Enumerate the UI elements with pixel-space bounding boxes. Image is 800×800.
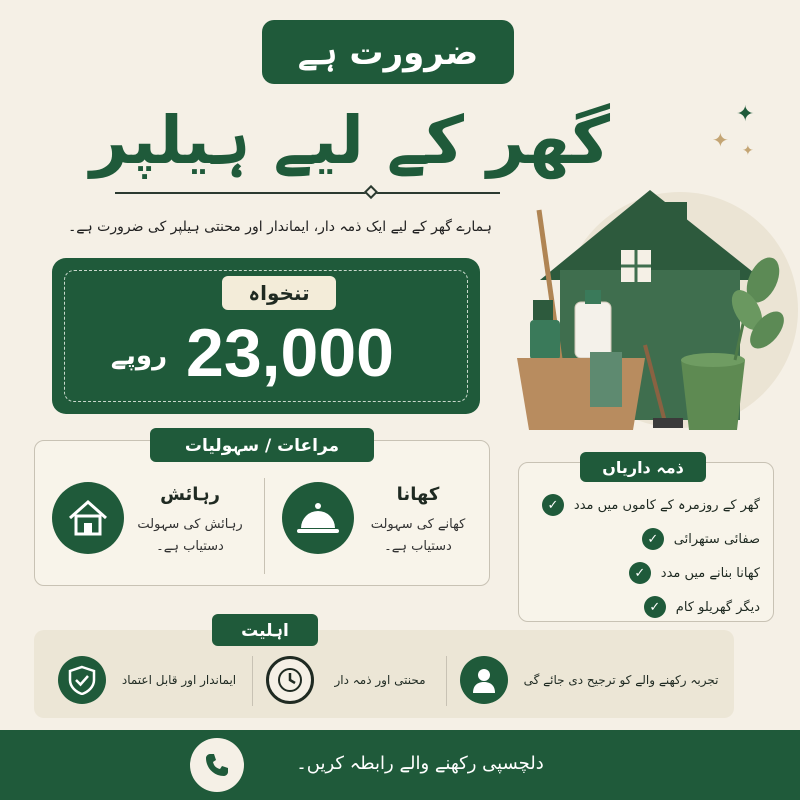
duty-text: دیگر گھریلو کام [675, 599, 760, 615]
check-icon: ✓ [644, 596, 666, 618]
sparkle-icon: ✦ [736, 102, 755, 127]
salary-label: تنخواہ [222, 276, 336, 310]
house-icon [52, 482, 124, 554]
facility-text-food-line2: دستیاب ہے۔ [384, 539, 452, 554]
divider-line [115, 192, 500, 194]
salary-unit: روپے [110, 341, 168, 371]
facility-text-residence-line2: دستیاب ہے۔ [156, 539, 224, 554]
header-tag: ضرورت ہے [262, 20, 514, 84]
list-item [530, 488, 760, 522]
duties-title: ذمہ داریاں [580, 452, 706, 482]
phone-icon[interactable] [190, 738, 244, 792]
eligibility-divider [252, 656, 253, 706]
facility-text-residence-line1: رہائش کی سہولت [137, 517, 243, 532]
facility-title-food: کھانا [396, 484, 440, 505]
food-cloche-icon [282, 482, 354, 554]
facility-title-residence: رہائش [160, 484, 220, 505]
eligibility-text-honest: ایماندار اور قابل اعتماد [121, 673, 237, 687]
duty-text: کھانا بنانے میں مدد [660, 565, 760, 581]
page-title: گھر کے لیے ہیلپر [90, 102, 610, 179]
house-cleaning-illustration [505, 180, 800, 440]
eligibility-divider [446, 656, 447, 706]
list-item [530, 556, 760, 590]
check-icon: ✓ [642, 528, 664, 550]
check-icon: ✓ [542, 494, 564, 516]
list-item [530, 590, 760, 624]
salary-amount: 23,000 [186, 315, 394, 391]
clock-icon [266, 656, 314, 704]
sparkle-icon: ✦ [742, 143, 754, 159]
divider-diamond-icon [364, 185, 378, 199]
sparkle-icon: ✦ [712, 128, 729, 152]
check-icon: ✓ [629, 562, 651, 584]
duty-text: گھر کے روزمرہ کے کاموں میں مدد [573, 497, 760, 513]
eligibility-title: اہلیت [212, 614, 318, 646]
eligibility-text-hardworking: محنتی اور ذمہ دار [334, 673, 426, 687]
facilities-divider [264, 478, 265, 574]
facility-text-food-line1: کھانے کی سہولت [370, 517, 466, 532]
duty-text: صفائی ستھرائی [673, 531, 760, 547]
duties-list [530, 488, 760, 624]
page-subtitle: ہمارے گھر کے لیے ایک ذمہ دار، ایماندار اور محنتی ہیلپر کی ضرورت ہے۔ [68, 219, 492, 235]
list-item [530, 522, 760, 556]
shield-check-icon [58, 656, 106, 704]
person-icon [460, 656, 508, 704]
eligibility-text-experience: تجربہ رکھنے والے کو ترجیح دی جائے گی [523, 673, 719, 687]
footer-contact-text: دلچسپی رکھنے والے رابطہ کریں۔ [296, 753, 544, 774]
facilities-title: مراعات / سہولیات [150, 428, 374, 462]
